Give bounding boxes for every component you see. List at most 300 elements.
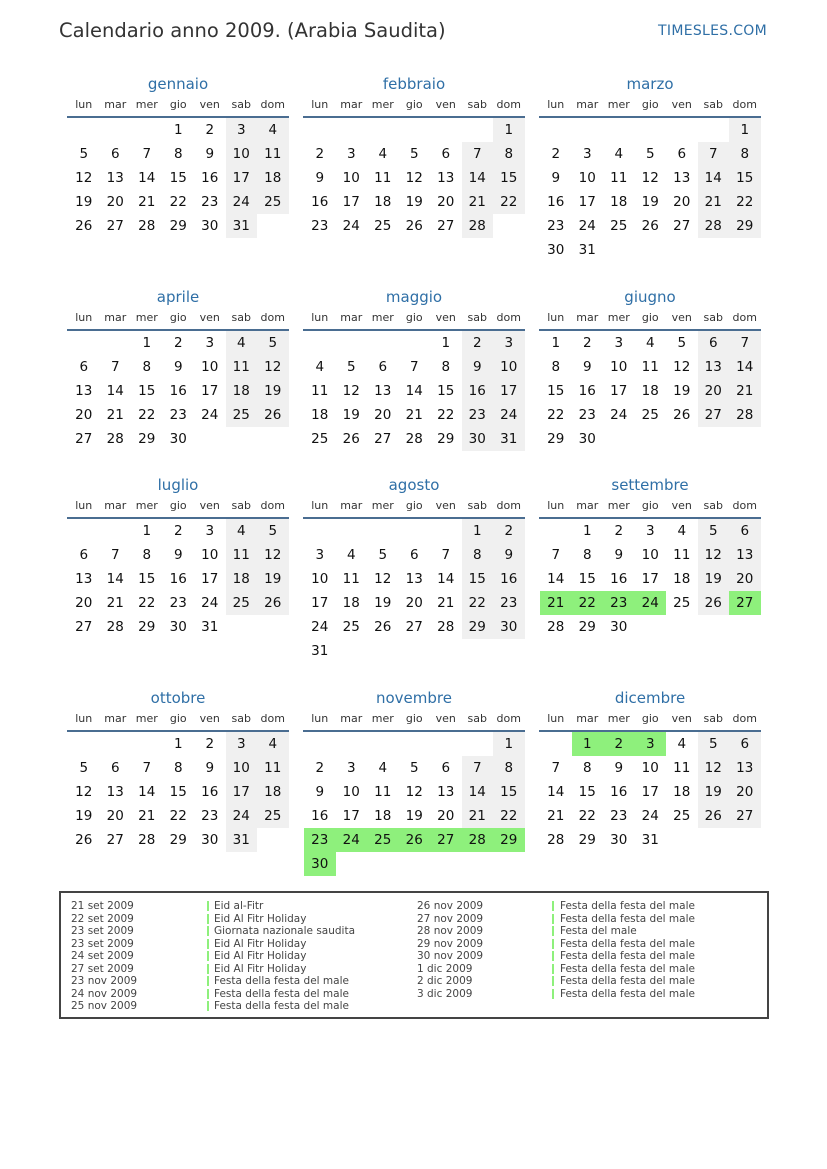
legend-date: 24 set 2009 [71, 950, 134, 962]
day-cell: 24 [336, 828, 368, 852]
day-cell: 14 [138, 170, 156, 186]
weekday-label: sab [467, 311, 487, 324]
weekday-label: mer [607, 98, 630, 111]
day-cell: 3 [315, 547, 325, 563]
month-dicembre [539, 689, 761, 889]
day-cell: 1 [551, 335, 561, 351]
day-cell: 14 [547, 571, 565, 587]
day-cell: 6 [698, 331, 730, 355]
day-cell: 14 [547, 784, 565, 800]
day-cell: 2 [603, 732, 635, 756]
day-cell: 28 [437, 619, 455, 635]
day-cell: 19 [641, 194, 659, 210]
day-cell: 14 [729, 355, 761, 379]
day-cell: 4 [378, 146, 388, 162]
legend-holiday-name: Eid Al Fitr Holiday [214, 950, 307, 962]
legend-date: 1 dic 2009 [417, 962, 473, 975]
weekday-label: mer [135, 499, 158, 512]
legend-holiday-marker [552, 951, 554, 961]
day-cell: 19 [405, 194, 423, 210]
weekday-label: ven [671, 499, 692, 512]
day-cell: 18 [610, 194, 628, 210]
day-cell: 24 [610, 407, 628, 423]
day-cell: 16 [547, 194, 565, 210]
day-cell: 11 [257, 142, 289, 166]
weekday-label: ven [671, 98, 692, 111]
day-cell: 13 [75, 383, 93, 399]
day-cell: 24 [311, 619, 329, 635]
legend-holiday-marker [207, 926, 209, 936]
day-cell: 23 [603, 591, 635, 615]
day-cell: 26 [75, 218, 93, 234]
legend-holiday-name: Eid Al Fitr Holiday [214, 937, 307, 950]
day-cell: 6 [79, 547, 89, 563]
day-cell: 6 [409, 547, 419, 563]
legend-holiday-name: Festa della festa del male [560, 950, 695, 962]
site-logo[interactable]: TIMESLES.COM [658, 23, 767, 39]
day-cell: 22 [169, 808, 187, 824]
day-cell: 21 [729, 379, 761, 403]
day-cell: 21 [405, 407, 423, 423]
day-cell: 26 [641, 218, 659, 234]
day-cell: 1 [729, 118, 761, 142]
day-cell: 8 [582, 760, 592, 776]
day-cell: 16 [169, 383, 187, 399]
weekday-label: gio [169, 712, 187, 725]
legend-holiday-marker [552, 926, 554, 936]
day-cell: 20 [437, 808, 455, 824]
weekday-label: lun [311, 311, 329, 324]
legend-holiday-name: Festa della festa del male [560, 962, 695, 975]
weekday-label: sab [703, 712, 723, 725]
day-cell: 11 [610, 170, 628, 186]
day-cell: 20 [729, 567, 761, 591]
day-cell: 30 [201, 218, 219, 234]
legend-holiday-name: Giornata nazionale saudita [214, 925, 356, 937]
weekday-label: gio [405, 98, 423, 111]
legend-date: 24 nov 2009 [71, 987, 138, 1000]
weekday-label: mer [135, 98, 158, 111]
day-cell: 10 [578, 170, 596, 186]
legend-holiday-name: Eid al-Fitr [214, 900, 264, 912]
day-cell: 30 [462, 427, 494, 451]
weekday-label: lun [311, 499, 329, 512]
day-cell: 28 [698, 214, 730, 238]
day-cell: 12 [405, 170, 423, 186]
day-cell: 7 [729, 331, 761, 355]
weekday-label: dom [260, 712, 285, 725]
day-cell: 18 [342, 595, 360, 611]
day-cell: 29 [138, 619, 156, 635]
header-divider [303, 116, 525, 118]
day-cell: 20 [106, 808, 124, 824]
day-cell: 9 [493, 543, 525, 567]
day-cell: 5 [79, 760, 89, 776]
weekday-label: gio [169, 499, 187, 512]
day-cell: 10 [493, 355, 525, 379]
weekday-label: lun [75, 712, 93, 725]
day-cell: 10 [201, 359, 219, 375]
month-name: settembre [611, 476, 689, 494]
month-novembre [303, 689, 525, 889]
day-cell: 19 [257, 379, 289, 403]
day-cell: 4 [614, 146, 624, 162]
day-cell: 2 [205, 122, 215, 138]
day-cell: 25 [673, 595, 691, 611]
day-cell: 7 [462, 756, 494, 780]
day-cell: 15 [437, 383, 455, 399]
legend-date: 3 dic 2009 [417, 987, 473, 1000]
day-cell: 9 [205, 760, 215, 776]
weekday-label: mer [371, 311, 394, 324]
legend-holiday-marker [207, 976, 209, 986]
legend-holiday-marker [552, 976, 554, 986]
weekday-label: mer [607, 712, 630, 725]
day-cell: 24 [342, 218, 360, 234]
day-cell: 11 [342, 571, 360, 587]
day-cell: 6 [441, 760, 451, 776]
day-cell: 25 [610, 218, 628, 234]
day-cell: 5 [698, 732, 730, 756]
day-cell: 11 [226, 355, 258, 379]
day-cell: 20 [698, 379, 730, 403]
weekday-label: mar [104, 712, 127, 725]
day-cell: 17 [226, 780, 258, 804]
day-cell: 18 [257, 780, 289, 804]
day-cell: 24 [226, 804, 258, 828]
day-cell: 30 [304, 852, 336, 876]
month-name: giugno [624, 288, 676, 306]
day-cell: 6 [729, 519, 761, 543]
day-cell: 17 [342, 808, 360, 824]
day-cell: 9 [205, 146, 215, 162]
day-cell: 26 [342, 431, 360, 447]
legend-holiday-name: Festa della festa del male [560, 987, 695, 1000]
day-cell: 5 [645, 146, 655, 162]
day-cell: 7 [551, 547, 561, 563]
weekday-label: lun [547, 311, 565, 324]
month-name: febbraio [382, 75, 446, 93]
weekday-label: mar [340, 311, 363, 324]
day-cell: 30 [201, 832, 219, 848]
day-cell: 29 [493, 828, 525, 852]
day-cell: 20 [374, 407, 392, 423]
day-cell: 29 [547, 431, 565, 447]
day-cell: 31 [493, 427, 525, 451]
day-cell: 15 [578, 784, 596, 800]
day-cell: 23 [462, 403, 494, 427]
day-cell: 11 [257, 756, 289, 780]
weekday-label: gio [405, 311, 423, 324]
day-cell: 11 [374, 784, 392, 800]
day-cell: 25 [342, 619, 360, 635]
day-cell: 4 [257, 732, 289, 756]
weekday-label: sab [467, 98, 487, 111]
day-cell: 20 [75, 595, 93, 611]
day-cell: 12 [405, 784, 423, 800]
day-cell: 16 [201, 784, 219, 800]
day-cell: 11 [226, 543, 258, 567]
day-cell: 25 [367, 828, 399, 852]
day-cell: 5 [257, 519, 289, 543]
day-cell: 7 [142, 146, 152, 162]
day-cell: 4 [378, 760, 388, 776]
legend-holiday-marker [552, 939, 554, 949]
day-cell: 16 [610, 784, 628, 800]
day-cell: 30 [169, 431, 187, 447]
day-cell: 13 [405, 571, 423, 587]
day-cell: 22 [493, 190, 525, 214]
weekday-label: gio [641, 311, 659, 324]
day-cell: 7 [441, 547, 451, 563]
weekday-label: mar [104, 98, 127, 111]
weekday-label: mar [576, 311, 599, 324]
day-cell: 18 [226, 379, 258, 403]
weekday-label: dom [260, 311, 285, 324]
day-cell: 9 [614, 547, 624, 563]
day-cell: 4 [226, 519, 258, 543]
weekday-label: mer [135, 311, 158, 324]
day-cell: 29 [138, 431, 156, 447]
weekday-label: ven [435, 311, 456, 324]
month-name: aprile [156, 288, 200, 306]
weekday-label: ven [435, 499, 456, 512]
day-cell: 16 [169, 571, 187, 587]
day-cell: 7 [110, 547, 120, 563]
month-name: luglio [157, 476, 199, 494]
weekday-label: sab [231, 499, 251, 512]
weekday-label: dom [496, 499, 521, 512]
day-cell: 23 [578, 407, 596, 423]
day-cell: 17 [201, 571, 219, 587]
weekday-label: lun [75, 311, 93, 324]
day-cell: 13 [437, 784, 455, 800]
day-cell: 12 [257, 355, 289, 379]
day-cell: 28 [106, 619, 124, 635]
day-cell: 1 [582, 523, 592, 539]
day-cell: 30 [578, 431, 596, 447]
day-cell: 2 [462, 331, 494, 355]
page-title: Calendario anno 2009. (Arabia Saudita) [59, 19, 446, 42]
day-cell: 10 [226, 756, 258, 780]
day-cell: 11 [641, 359, 659, 375]
weekday-label: dom [496, 712, 521, 725]
day-cell: 7 [142, 760, 152, 776]
day-cell: 26 [257, 591, 289, 615]
day-cell: 3 [614, 335, 624, 351]
day-cell: 5 [257, 331, 289, 355]
weekday-label: mer [607, 311, 630, 324]
weekday-label: dom [732, 311, 757, 324]
legend-holiday-name: Festa della festa del male [560, 937, 695, 950]
day-cell: 11 [374, 170, 392, 186]
day-cell: 13 [106, 784, 124, 800]
month-name: novembre [376, 689, 452, 707]
day-cell: 6 [729, 732, 761, 756]
day-cell: 1 [572, 732, 604, 756]
day-cell: 6 [110, 146, 120, 162]
day-cell: 18 [257, 166, 289, 190]
weekday-label: mar [340, 712, 363, 725]
month-name: marzo [626, 75, 674, 93]
day-cell: 16 [578, 383, 596, 399]
day-cell: 31 [641, 832, 659, 848]
weekday-label: dom [732, 98, 757, 111]
day-cell: 18 [641, 383, 659, 399]
day-cell: 12 [698, 756, 730, 780]
day-cell: 22 [437, 407, 455, 423]
day-cell: 20 [405, 595, 423, 611]
day-cell: 19 [698, 780, 730, 804]
month-name: dicembre [614, 689, 686, 707]
day-cell: 5 [409, 146, 419, 162]
day-cell: 9 [173, 359, 183, 375]
day-cell: 5 [378, 547, 388, 563]
day-cell: 6 [677, 146, 687, 162]
day-cell: 9 [315, 784, 325, 800]
day-cell: 24 [201, 407, 219, 423]
day-cell: 9 [173, 547, 183, 563]
legend-date: 21 set 2009 [71, 900, 134, 912]
day-cell: 14 [405, 383, 423, 399]
day-cell: 10 [201, 547, 219, 563]
day-cell: 29 [437, 431, 455, 447]
day-cell: 29 [578, 619, 596, 635]
legend-date: 23 set 2009 [71, 925, 134, 937]
day-cell: 31 [226, 828, 258, 852]
weekday-label: mer [371, 98, 394, 111]
day-cell: 21 [138, 194, 156, 210]
day-cell: 21 [547, 808, 565, 824]
day-cell: 16 [493, 567, 525, 591]
header-divider [303, 730, 525, 732]
day-cell: 15 [138, 383, 156, 399]
legend-date: 22 set 2009 [71, 912, 134, 925]
day-cell: 17 [201, 383, 219, 399]
day-cell: 7 [462, 142, 494, 166]
day-cell: 2 [315, 146, 325, 162]
day-cell: 12 [75, 170, 93, 186]
day-cell: 2 [173, 335, 183, 351]
day-cell: 3 [582, 146, 592, 162]
day-cell: 12 [75, 784, 93, 800]
day-cell: 4 [257, 118, 289, 142]
day-cell: 19 [257, 567, 289, 591]
month-gennaio [67, 75, 289, 275]
day-cell: 21 [106, 595, 124, 611]
day-cell: 12 [374, 571, 392, 587]
day-cell: 12 [698, 543, 730, 567]
day-cell: 17 [578, 194, 596, 210]
day-cell: 23 [201, 194, 219, 210]
day-cell: 21 [437, 595, 455, 611]
day-cell: 1 [142, 523, 152, 539]
day-cell: 26 [698, 591, 730, 615]
day-cell: 15 [169, 784, 187, 800]
day-cell: 27 [437, 218, 455, 234]
day-cell: 23 [547, 218, 565, 234]
legend-holiday-marker [207, 951, 209, 961]
day-cell: 27 [430, 828, 462, 852]
weekday-label: sab [703, 98, 723, 111]
month-name: maggio [385, 288, 443, 306]
day-cell: 4 [226, 331, 258, 355]
day-cell: 26 [374, 619, 392, 635]
day-cell: 27 [729, 804, 761, 828]
day-cell: 23 [311, 218, 329, 234]
day-cell: 8 [441, 359, 451, 375]
day-cell: 23 [493, 591, 525, 615]
day-cell: 20 [75, 407, 93, 423]
day-cell: 15 [729, 166, 761, 190]
day-cell: 19 [75, 194, 93, 210]
month-marzo [539, 75, 761, 275]
day-cell: 22 [547, 407, 565, 423]
legend-holiday-name: Festa della festa del male [214, 1000, 349, 1012]
day-cell: 2 [582, 335, 592, 351]
day-cell: 13 [106, 170, 124, 186]
day-cell: 26 [75, 832, 93, 848]
day-cell: 13 [437, 170, 455, 186]
legend-holiday-marker [207, 989, 209, 999]
day-cell: 23 [304, 828, 336, 852]
weekday-label: mar [340, 98, 363, 111]
day-cell: 25 [226, 403, 258, 427]
weekday-label: mar [104, 311, 127, 324]
weekday-label: mar [576, 98, 599, 111]
day-cell: 12 [257, 543, 289, 567]
legend-date: 23 set 2009 [71, 937, 134, 950]
day-cell: 25 [641, 407, 659, 423]
day-cell: 27 [106, 218, 124, 234]
day-cell: 4 [315, 359, 325, 375]
weekday-label: ven [435, 98, 456, 111]
day-cell: 26 [405, 218, 423, 234]
day-cell: 1 [493, 732, 525, 756]
day-cell: 21 [138, 808, 156, 824]
day-cell: 18 [311, 407, 329, 423]
weekday-label: lun [311, 98, 329, 111]
weekday-label: lun [311, 712, 329, 725]
day-cell: 5 [346, 359, 356, 375]
day-cell: 13 [75, 571, 93, 587]
day-cell: 29 [169, 218, 187, 234]
day-cell: 5 [698, 519, 730, 543]
legend-date: 28 nov 2009 [417, 925, 484, 937]
day-cell: 1 [142, 335, 152, 351]
day-cell: 15 [547, 383, 565, 399]
day-cell: 16 [311, 194, 329, 210]
day-cell: 24 [493, 403, 525, 427]
legend-holiday-marker [207, 964, 209, 974]
day-cell: 28 [106, 431, 124, 447]
day-cell: 11 [673, 547, 691, 563]
day-cell: 3 [645, 523, 655, 539]
day-cell: 7 [110, 359, 120, 375]
day-cell: 28 [462, 828, 494, 852]
legend-holiday-marker [552, 914, 554, 924]
legend-holiday-marker [552, 989, 554, 999]
day-cell: 1 [462, 519, 494, 543]
day-cell: 15 [462, 567, 494, 591]
day-cell: 31 [201, 619, 219, 635]
day-cell: 25 [311, 431, 329, 447]
day-cell: 21 [106, 407, 124, 423]
day-cell: 22 [138, 595, 156, 611]
day-cell: 10 [641, 760, 659, 776]
day-cell: 31 [311, 643, 329, 659]
legend-holiday-marker [207, 901, 209, 911]
